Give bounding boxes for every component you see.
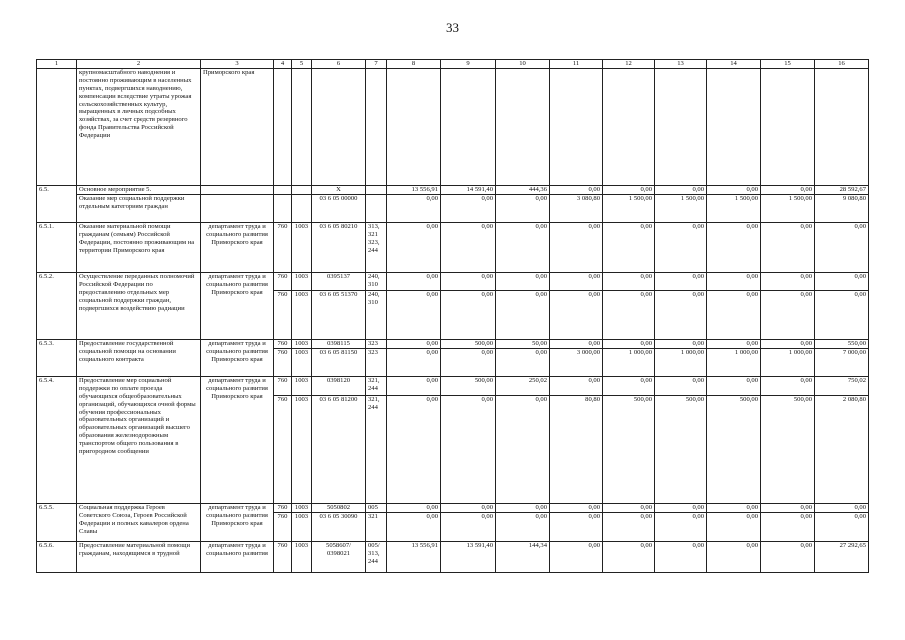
- row-number: 6.5.3.: [37, 339, 77, 376]
- col-header: 7: [366, 60, 387, 69]
- executor: Приморского края: [201, 68, 274, 185]
- amount-cell: 0,00: [815, 272, 869, 290]
- vr-code: 321: [366, 512, 387, 541]
- amount-cell: 7 000,00: [815, 348, 869, 376]
- col-header: 2: [77, 60, 201, 69]
- amount-cell: 27 292,65: [815, 541, 869, 572]
- amount-cell: 550,00: [815, 339, 869, 348]
- amount-cell: 0,00: [603, 290, 655, 339]
- amount-cell: 0,00: [655, 290, 707, 339]
- amount-cell: 0,00: [550, 541, 603, 572]
- vr-code: 313, 321 323, 244: [366, 222, 387, 272]
- amount-cell: 0,00: [387, 222, 441, 272]
- amount-cell: 1 000,00: [655, 348, 707, 376]
- grbs-code: 760: [274, 348, 292, 376]
- amount-cell: 500,00: [761, 395, 815, 503]
- table-row: [37, 376, 869, 395]
- amount-cell: 750,02: [815, 376, 869, 395]
- grbs-code: 760: [274, 222, 292, 272]
- amount-cell: 0,00: [603, 512, 655, 541]
- amount-cell: 28 592,67: [815, 185, 869, 194]
- row-number: 6.5.1.: [37, 222, 77, 272]
- table-row: [37, 222, 869, 272]
- amount-cell: 0,00: [761, 339, 815, 348]
- grbs-code: 760: [274, 376, 292, 395]
- amount-cell: 0,00: [603, 272, 655, 290]
- col-header: 14: [707, 60, 761, 69]
- amount-cell: 0,00: [603, 222, 655, 272]
- section-code: 1003: [292, 348, 312, 376]
- amount-cell: 0,00: [707, 512, 761, 541]
- amount-cell: 0,00: [655, 339, 707, 348]
- col-header: 6: [312, 60, 366, 69]
- row-number: 6.5.5.: [37, 503, 77, 541]
- vr-code: 321, 244: [366, 395, 387, 503]
- grbs-code: 760: [274, 541, 292, 572]
- vr-code: 323: [366, 348, 387, 376]
- grbs-code: 760: [274, 272, 292, 290]
- amount-cell: 0,00: [655, 541, 707, 572]
- amount-cell: 3 000,00: [550, 348, 603, 376]
- amount-cell: 0,00: [387, 512, 441, 541]
- col-header: 3: [201, 60, 274, 69]
- page-number: 33: [446, 20, 459, 35]
- amount-cell: 1 000,00: [707, 348, 761, 376]
- vr-code: 005/ 313, 244: [366, 541, 387, 572]
- amount-cell: 0,00: [707, 222, 761, 272]
- amount-cell: 80,80: [550, 395, 603, 503]
- amount-cell: 0,00: [761, 185, 815, 194]
- amount-cell: 0,00: [387, 395, 441, 503]
- csr-code: 0395137: [312, 272, 366, 290]
- col-header: 10: [496, 60, 550, 69]
- amount-cell: 0,00: [496, 272, 550, 290]
- amount-cell: 50,00: [496, 339, 550, 348]
- col-header: 16: [815, 60, 869, 69]
- amount-cell: 0,00: [761, 272, 815, 290]
- amount-cell: 0,00: [441, 348, 496, 376]
- amount-cell: 0,00: [441, 222, 496, 272]
- executor: департамент труда и социального развития Приморского края: [201, 222, 274, 272]
- csr-code: 0398120: [312, 376, 366, 395]
- amount-cell: 0,00: [761, 503, 815, 512]
- section-code: 1003: [292, 512, 312, 541]
- amount-cell: 0,00: [496, 222, 550, 272]
- amount-cell: 0,00: [603, 541, 655, 572]
- amount-cell: 0,00: [655, 376, 707, 395]
- amount-cell: 0,00: [441, 395, 496, 503]
- csr-code: 03 6 05 81150: [312, 348, 366, 376]
- amount-cell: 500,00: [441, 376, 496, 395]
- amount-cell: 0,00: [815, 290, 869, 339]
- amount-cell: 500,00: [603, 395, 655, 503]
- measure-name: крупномасштабного наводнения и постоянно проживающим в населенных пунктах, подвергшихся наводнению, компенсации вследствие утраты урожая сельскохозяйственных культур, выращенных в личных подсобных хозяйствах, за счет средств резервного фонда Правительства Российской Федерации: [77, 68, 201, 185]
- col-header: 5: [292, 60, 312, 69]
- amount-cell: 0,00: [441, 272, 496, 290]
- amount-cell: 0,00: [496, 348, 550, 376]
- amount-cell: 0,00: [603, 185, 655, 194]
- row-number: 6.5.6.: [37, 541, 77, 572]
- csr-code: 03 6 05 30090: [312, 512, 366, 541]
- amount-cell: 0,00: [387, 348, 441, 376]
- amount-cell: 500,00: [707, 395, 761, 503]
- amount-cell: 0,00: [655, 185, 707, 194]
- amount-cell: 0,00: [387, 290, 441, 339]
- csr-code: X: [312, 185, 366, 194]
- col-header: 12: [603, 60, 655, 69]
- col-header: 8: [387, 60, 441, 69]
- amount-cell: 0,00: [655, 512, 707, 541]
- amount-cell: 0,00: [761, 512, 815, 541]
- amount-cell: 250,02: [496, 376, 550, 395]
- amount-cell: 0,00: [707, 185, 761, 194]
- section-code: 1003: [292, 376, 312, 395]
- grbs-code: 760: [274, 512, 292, 541]
- amount-cell: 0,00: [496, 395, 550, 503]
- amount-cell: 0,00: [441, 512, 496, 541]
- amount-cell: 0,00: [761, 222, 815, 272]
- amount-cell: 2 080,80: [815, 395, 869, 503]
- vr-code: 321, 244: [366, 376, 387, 395]
- amount-cell: 1 500,00: [707, 194, 761, 222]
- measure-name: Социальная поддержка Героев Советского Союза, Героев Российской Федерации и полных кавалеров ордена Славы: [77, 503, 201, 541]
- csr-code: 5050802: [312, 503, 366, 512]
- amount-cell: 0,00: [550, 222, 603, 272]
- amount-cell: 1 000,00: [603, 348, 655, 376]
- amount-cell: 0,00: [707, 503, 761, 512]
- amount-cell: 0,00: [550, 290, 603, 339]
- amount-cell: 14 591,40: [441, 185, 496, 194]
- table-row: [37, 185, 869, 194]
- table-row: [37, 339, 869, 348]
- row-number: 6.5.2.: [37, 272, 77, 339]
- section-code: 1003: [292, 541, 312, 572]
- amount-cell: 0,00: [441, 503, 496, 512]
- section-code: 1003: [292, 339, 312, 348]
- vr-code: 005: [366, 503, 387, 512]
- amount-cell: 0,00: [550, 272, 603, 290]
- vr-code: 240, 310: [366, 290, 387, 339]
- amount-cell: 0,00: [387, 503, 441, 512]
- amount-cell: 0,00: [603, 376, 655, 395]
- amount-cell: 0,00: [387, 194, 441, 222]
- amount-cell: 9 080,80: [815, 194, 869, 222]
- amount-cell: 0,00: [441, 290, 496, 339]
- measure-name: Осуществление переданных полномочий Российской Федерации по предоставлению отдельных мер социальной поддержки граждан, подвергшихся воздействию радиации: [77, 272, 201, 339]
- csr-code: 0398115: [312, 339, 366, 348]
- section-code: 1003: [292, 222, 312, 272]
- amount-cell: 0,00: [707, 272, 761, 290]
- amount-cell: 13 556,91: [387, 541, 441, 572]
- col-header: 4: [274, 60, 292, 69]
- amount-cell: 0,00: [550, 503, 603, 512]
- grbs-code: 760: [274, 290, 292, 339]
- amount-cell: 0,00: [761, 290, 815, 339]
- amount-cell: 500,00: [655, 395, 707, 503]
- measure-name: Оказание материальной помощи гражданам (семьям) Российской Федерации, постоянно проживающим на территории Приморского края: [77, 222, 201, 272]
- table-row: [37, 194, 869, 222]
- csr-code: 03 6 05 80210: [312, 222, 366, 272]
- section-code: 1003: [292, 290, 312, 339]
- amount-cell: 0,00: [707, 339, 761, 348]
- amount-cell: 0,00: [707, 290, 761, 339]
- table-row: [37, 541, 869, 572]
- amount-cell: 0,00: [496, 290, 550, 339]
- budget-table: [36, 59, 869, 573]
- amount-cell: 0,00: [387, 376, 441, 395]
- amount-cell: 0,00: [496, 503, 550, 512]
- amount-cell: 0,00: [655, 272, 707, 290]
- table-row-continuation: [37, 68, 869, 185]
- amount-cell: 0,00: [550, 185, 603, 194]
- amount-cell: 0,00: [761, 541, 815, 572]
- csr-code: 5058607/ 0398021: [312, 541, 366, 572]
- col-header: 15: [761, 60, 815, 69]
- section-code: 1003: [292, 395, 312, 503]
- table-row: [37, 272, 869, 290]
- row-number: 6.5.: [37, 185, 77, 222]
- executor: департамент труда и социального развития Приморского края: [201, 339, 274, 376]
- amount-cell: 0,00: [441, 194, 496, 222]
- amount-cell: 500,00: [441, 339, 496, 348]
- amount-cell: 1 500,00: [603, 194, 655, 222]
- amount-cell: 0,00: [815, 503, 869, 512]
- executor: департамент труда и социального развития: [201, 541, 274, 572]
- row-number: 6.5.4.: [37, 376, 77, 503]
- amount-cell: 444,36: [496, 185, 550, 194]
- csr-code: 03 6 05 81200: [312, 395, 366, 503]
- measure-name: Оказание мер социальной поддержки отдельным категориям граждан: [77, 194, 201, 222]
- amount-cell: 0,00: [655, 503, 707, 512]
- grbs-code: 760: [274, 395, 292, 503]
- measure-name: Предоставление материальной помощи гражданам, находящимся в трудной: [77, 541, 201, 572]
- amount-cell: 13 591,40: [441, 541, 496, 572]
- csr-code: 03 6 05 00000: [312, 194, 366, 222]
- section-code: 1003: [292, 272, 312, 290]
- col-header: 1: [37, 60, 77, 69]
- amount-cell: 1 500,00: [655, 194, 707, 222]
- measure-name: Основное мероприятие 5.: [77, 185, 201, 194]
- col-header: 11: [550, 60, 603, 69]
- amount-cell: 0,00: [761, 376, 815, 395]
- amount-cell: 1 500,00: [761, 194, 815, 222]
- amount-cell: 0,00: [603, 339, 655, 348]
- measure-name: Предоставление мер социальной поддержки по оплате проезда обучающихся общеобразовательных организаций, обучающихся очной формы обучения профессиональных образовательных организаций и образовательных организаций высшего образования железнодорожным транспортом общего пользования в пригородном сообщении: [77, 376, 201, 503]
- amount-cell: 0,00: [550, 339, 603, 348]
- amount-cell: 0,00: [550, 512, 603, 541]
- amount-cell: 0,00: [707, 376, 761, 395]
- amount-cell: 3 080,80: [550, 194, 603, 222]
- csr-code: 03 6 05 51370: [312, 290, 366, 339]
- amount-cell: 0,00: [603, 503, 655, 512]
- executor: департамент труда и социального развития Приморского края: [201, 376, 274, 503]
- amount-cell: 0,00: [496, 512, 550, 541]
- grbs-code: 760: [274, 503, 292, 512]
- amount-cell: 0,00: [815, 222, 869, 272]
- amount-cell: 13 556,91: [387, 185, 441, 194]
- amount-cell: 0,00: [387, 339, 441, 348]
- amount-cell: 0,00: [496, 194, 550, 222]
- amount-cell: 0,00: [655, 222, 707, 272]
- section-code: 1003: [292, 503, 312, 512]
- executor: департамент труда и социального развития Приморского края: [201, 272, 274, 339]
- amount-cell: 0,00: [550, 376, 603, 395]
- amount-cell: 0,00: [707, 541, 761, 572]
- measure-name: Предоставление государственной социальной помощи на основании социального контракта: [77, 339, 201, 376]
- vr-code: 240, 310: [366, 272, 387, 290]
- col-header: 9: [441, 60, 496, 69]
- amount-cell: 0,00: [815, 512, 869, 541]
- col-header: 13: [655, 60, 707, 69]
- amount-cell: 144,34: [496, 541, 550, 572]
- amount-cell: 1 000,00: [761, 348, 815, 376]
- table-row: [37, 503, 869, 512]
- grbs-code: 760: [274, 339, 292, 348]
- executor: департамент труда и социального развития Приморского края: [201, 503, 274, 541]
- vr-code: 323: [366, 339, 387, 348]
- column-number-row: [37, 60, 869, 69]
- amount-cell: 0,00: [387, 272, 441, 290]
